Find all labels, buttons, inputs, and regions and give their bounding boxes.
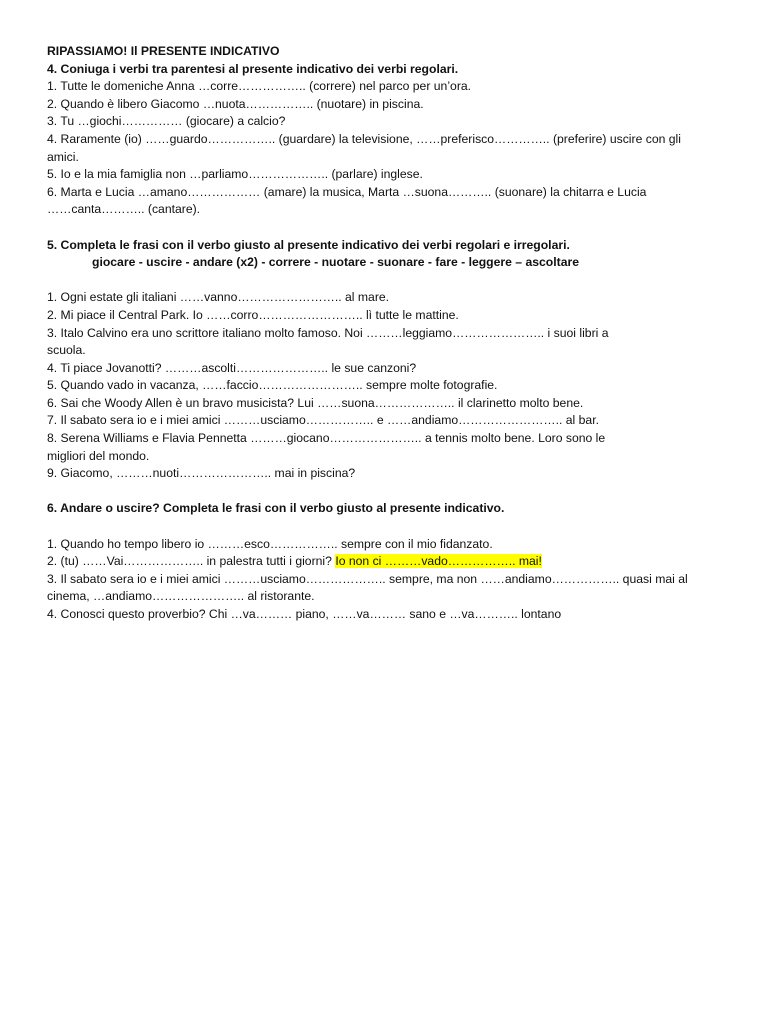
exercise-4-item-3: 3. Tu …giochi…………… (giocare) a calcio? bbox=[47, 114, 286, 129]
exercise-4-item-6: 6. Marta e Lucia …amano……………… (amare) la musica, Marta …suona……….. (suonare) la chitarra e Lucia ……canta……….. (cantare). bbox=[47, 184, 647, 217]
section-4-heading: 4. Coniuga i verbi tra parentesi al presente indicativo dei verbi regolari. bbox=[47, 61, 459, 76]
exercise-5-item-2: 2. Mi piace il Central Park. Io ……corro…………………….. lì tutte le mattine. bbox=[47, 307, 459, 322]
spacer bbox=[47, 219, 707, 237]
exercise-5-item-8: 8. Serena Williams e Flavia Pennetta ………giocano………………….. a tennis molto bene. Loro sono le migliori del mondo. bbox=[47, 431, 606, 463]
exercise-6-item-2 bbox=[47, 553, 707, 571]
exercise-6-item-3: 3. Il sabato sera io e i miei amici ………usciamo……………….. sempre, ma non ……andiamo…………….. quasi mai al cinema, …andiamo………………….. al ristorante. bbox=[47, 571, 688, 604]
verb-word-bank: giocare - uscire - andare (x2) - correre - nuotare - suonare - fare - leggere – ascoltare bbox=[92, 255, 579, 270]
exercise-4-item-2: 2. Quando è libero Giacomo …nuota…………….. (nuotare) in piscina. bbox=[47, 96, 424, 111]
exercise-4-item-5: 5. Io e la mia famiglia non …parliamo……………….. (parlare) inglese. bbox=[47, 167, 423, 182]
exercise-6-item-2-question: 2. (tu) ……Vai……………….. in palestra tutti i giorni? bbox=[47, 554, 336, 569]
exercise-6-item-4: 4. Conosci questo proverbio? Chi …va……… piano, ……va……… sano e …va……….. lontano bbox=[47, 607, 562, 621]
exercise-5-item-6: 6. Sai che Woody Allen è un bravo musicista? Lui ……suona……………….. il clarinetto molto bene. bbox=[47, 395, 584, 410]
highlighted-answer: Io non ci ………vado…………….. mai! bbox=[335, 554, 542, 569]
page-title: RIPASSIAMO! Il PRESENTE INDICATIVO bbox=[47, 44, 280, 58]
spacer bbox=[47, 483, 707, 501]
exercise-5-item-1: 1. Ogni estate gli italiani ……vanno…………………….. al mare. bbox=[47, 290, 390, 305]
spacer bbox=[47, 518, 707, 536]
worksheet-page bbox=[47, 43, 707, 624]
exercise-5-item-7: 7. Il sabato sera io e i miei amici ………usciamo…………….. e ……andiamo…………………….. al bar. bbox=[47, 413, 599, 428]
exercise-5-item-5: 5. Quando vado in vacanza, ……faccio…………………….. sempre molte fotografie. bbox=[47, 378, 498, 393]
exercise-4-item-4: 4. Raramente (io) ……guardo…………….. (guardare) la televisione, ……preferisco………….. (preferire) uscire con gli amici. bbox=[47, 131, 681, 164]
section-6-heading: 6. Andare o uscire? Completa le frasi con il verbo giusto al presente indicativo. bbox=[47, 501, 505, 516]
exercise-4-item-1: 1. Tutte le domeniche Anna …corre…………….. (correre) nel parco per un’ora. bbox=[47, 79, 472, 94]
exercise-5-item-3: 3. Italo Calvino era uno scrittore italiano molto famoso. Noi ………leggiamo………………….. i suoi libri a scuola. bbox=[47, 325, 609, 358]
exercise-6-item-1: 1. Quando ho tempo libero io ………esco…………….. sempre con il mio fidanzato. bbox=[47, 536, 493, 551]
spacer bbox=[47, 272, 707, 290]
exercise-5-item-4: 4. Ti piace Jovanotti? ………ascolti………………….. le sue canzoni? bbox=[47, 360, 417, 375]
section-5-heading: 5. Completa le frasi con il verbo giusto al presente indicativo dei verbi regolari e irregolari. bbox=[47, 237, 570, 252]
exercise-5-item-9: 9. Giacomo, ………nuoti………………….. mai in piscina? bbox=[47, 466, 356, 481]
